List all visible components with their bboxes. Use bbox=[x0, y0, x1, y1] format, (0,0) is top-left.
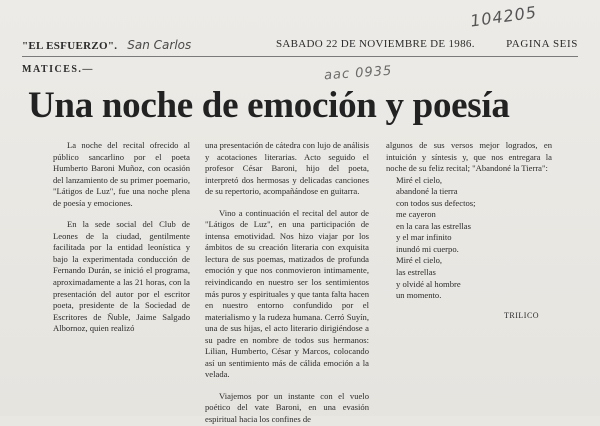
poem-line: y olvidé al hombre bbox=[396, 278, 461, 289]
article-column-3 bbox=[386, 140, 552, 321]
issue-date: SABADO 22 DE NOVIEMBRE DE 1986. bbox=[276, 38, 475, 50]
handwritten-location: San Carlos bbox=[127, 38, 192, 52]
poem-line: un momento. bbox=[396, 290, 442, 301]
poem-line: inundó mi cuerpo. bbox=[396, 243, 459, 254]
header-rule bbox=[22, 56, 578, 57]
poem bbox=[396, 175, 552, 302]
poem-line: me cayeron bbox=[396, 209, 436, 220]
poem-line: con todos sus defectos; bbox=[396, 197, 476, 208]
paragraph: La noche del recital ofrecido al público sancarlino por el poeta Humberto Baroni Muñoz, con ocasión del lanzamiento de su primer poemario, "Látigos de Luz", fue una noche plena de poesía y emociones. bbox=[53, 140, 190, 208]
handwritten-number: 104205 bbox=[469, 2, 539, 31]
paragraph: algunos de sus versos mejor logrados, en intuición y síntesis y, que nos entregara la noche de su feliz recital; "Abandoné la Tierra": bbox=[386, 140, 552, 174]
page-number: PAGINA SEIS bbox=[506, 38, 578, 50]
poem-line: abandoné la tierra bbox=[396, 186, 458, 197]
article-column-1 bbox=[53, 140, 190, 335]
author-signature: TRILICO bbox=[504, 310, 540, 320]
poem-line: y el mar infinito bbox=[396, 232, 452, 243]
page-header bbox=[22, 38, 578, 52]
handwritten-code: aac 0935 bbox=[323, 63, 393, 84]
paragraph: En la sede social del Club de Leones de la ciudad, gentilmente facilitada por la entidad leonística y bajo la experimentada conducción de Fernando Durán, se inició el programa, aproximadamente a las 21 horas, con la presentación del autor por el escritor poeta, presidente de la Sociedad de Escritores de Ñuble, Jaime Salgado Albornoz, quien realizó bbox=[53, 219, 190, 334]
poem-line: las estrellas bbox=[396, 267, 436, 278]
paragraph: Viajemos por un instante con el vuelo poético del vate Baroni, en una evasión espiritual hacia los confines de bbox=[205, 390, 369, 425]
poem-line: Miré el cielo, bbox=[396, 255, 443, 266]
poem-line: en la cara las estrellas bbox=[396, 220, 471, 231]
article-headline: Una noche de emoción y poesía bbox=[28, 85, 510, 126]
newspaper-name: "EL ESFUERZO". bbox=[22, 40, 118, 52]
article-column-2 bbox=[205, 140, 369, 426]
poem-line: Miré el cielo, bbox=[396, 174, 443, 185]
section-label: MATICES.— bbox=[22, 64, 94, 75]
paragraph: una presentación de cátedra con lujo de análisis y acotaciones literarias. Acto seguido el profesor César Baroni, hijo del poeta, interpretó dos hermosas y delicadas canciones de su repertorio, acompañándose en guitarra. bbox=[205, 140, 369, 197]
paragraph: Vino a continuación el recital del autor de "Látigos de Luz", en una participación de intensa emotividad. Nos hizo viajar por los ámbitos de su creación literaria con exquisita lectura de sus poemas, matizados de profunda emoción y que nos conmovieron intimamente, reivindicando en nuestro ser los sentimientos más puros y espirituales y que tanta falta hacen en nuestro entorno confundido por el materialismo y la rudeza humana. Cerró Suyín, una de sus hijas, el acto literario dirigiéndose a su padre en nombre de todos sus hermanos: Lilian, Humberto, César y Marcos, colocando así un sentimiento más de cálida emoción a la velada. bbox=[205, 207, 369, 380]
